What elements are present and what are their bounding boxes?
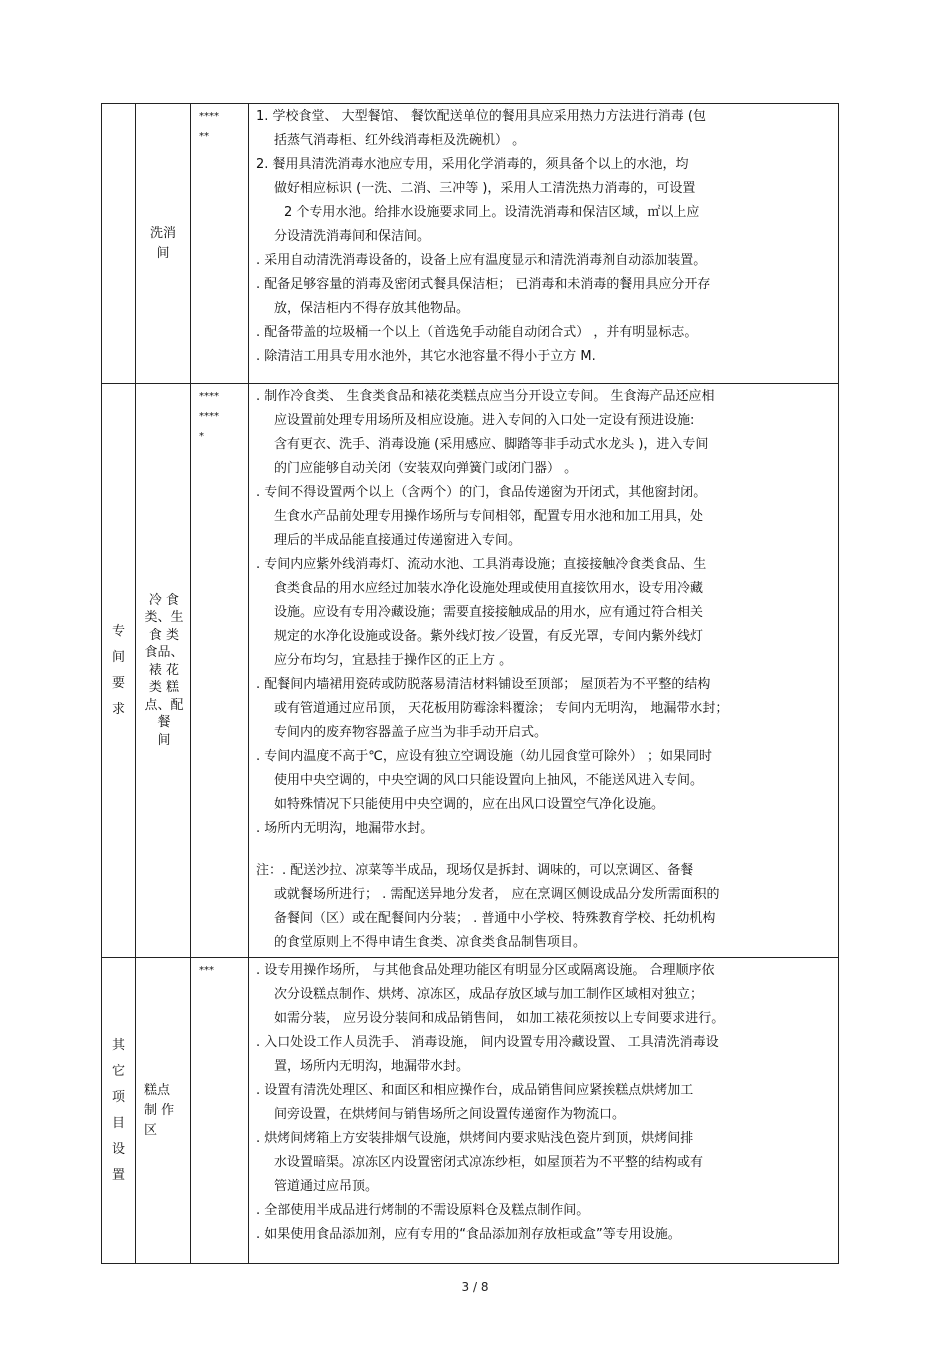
requirement-line: 应设置前处理专用场所及相应设施。进入专间的入口处一定设有预进设施: <box>274 413 695 428</box>
note-line: 备餐间（区）或在配餐间内分装； . 普通中小学校、特殊教育学校、托幼机构 <box>274 911 716 926</box>
table-row-wash <box>102 104 839 384</box>
table-row-special <box>102 384 839 958</box>
page-number: 3 / 8 <box>461 1280 489 1294</box>
star-rating: *** <box>199 965 214 976</box>
requirement-line: 分设清洗消毒间和保洁间。 <box>274 229 431 244</box>
subcategory-line: 裱 花 <box>148 662 180 678</box>
subcategory-line: 糕点 <box>144 1082 171 1098</box>
requirement-line: 次分设糕点制作、烘烤、凉冻区，成品存放区域与加工制作区域相对独立； <box>274 987 704 1002</box>
requirement-line: 或有管道通过应吊顶， 天花板用防霉涂料覆涂； 专间内无明沟， 地漏带水封； <box>274 701 729 716</box>
category-char: 专 <box>111 623 125 639</box>
category-char: 间 <box>111 649 125 665</box>
subcategory-line: 区 <box>144 1122 158 1138</box>
requirement-line: 2. 餐用具清洗消毒水池应专用，采用化学消毒的，须具备个以上的水池，均 <box>256 157 689 172</box>
requirement-line: . 制作冷食类、 生食类食品和裱花类糕点应当分开设立专间。 生食海产品还应相 <box>256 389 715 404</box>
requirement-line: 1. 学校食堂、 大型餐馆、 餐饮配送单位的餐用具应采用热力方法进行消毒 (包 <box>256 109 707 124</box>
subcategory-line: 食 类 <box>148 627 180 643</box>
subcategory-label <box>136 592 190 750</box>
requirement-line: . 配餐间内墙裙用瓷砖或防脱落易清洁材料铺设至顶部； 屋顶若为不平整的结构 <box>256 677 711 692</box>
requirement-line: . 采用自动清洗消毒设备的，设备上应有温度显示和清洗消毒剂自动添加装置。 <box>256 253 707 268</box>
requirement-line: 如需分装， 应另设分装间和成品销售间， 如加工裱花须按以上专间要求进行。 <box>274 1011 725 1026</box>
category-char: 求 <box>111 701 125 717</box>
requirement-line: 如特殊情况下只能使用中央空调的，应在出风口设置空气净化设施。 <box>274 797 665 812</box>
requirement-line: 食类食品的用水应经过加装水净化设施处理或使用直接饮用水，设专用冷藏 <box>274 581 704 596</box>
category-cell-special <box>102 384 136 958</box>
subcategory-line: 间 <box>157 732 171 748</box>
subcategory-line: 点、配 <box>144 697 184 713</box>
requirement-line: 管道通过应吊顶。 <box>274 1179 379 1194</box>
subcategory-line: 制 作 <box>144 1102 175 1118</box>
category-cell-empty <box>102 104 136 384</box>
category-char: 项 <box>111 1089 125 1105</box>
subcategory-cell-other <box>136 958 191 1264</box>
requirement-line: . 如果使用食品添加剂，应有专用的“食品添加剂存放柜或盒”等专用设施。 <box>256 1227 681 1242</box>
requirement-line: 理后的半成品能直接通过传递窗进入专间。 <box>274 533 522 548</box>
requirement-line: . 除清洁工用具专用水池外，其它水池容量不得小于立方 M. <box>256 349 596 364</box>
note-line: 注：. 配送沙拉、凉菜等半成品，现场仅是拆封、调味的，可以烹调区、备餐 <box>256 863 694 878</box>
requirement-line: 放，保洁柜内不得存放其他物品。 <box>274 301 470 316</box>
category-cell-other <box>102 958 136 1264</box>
requirements-cell-other <box>249 958 839 1264</box>
requirement-line: 做好相应标识 (一洗、二消、三冲等 )，采用人工清洗热力消毒的，可设置 <box>274 181 696 196</box>
requirement-line: . 设专用操作场所， 与其他食品处理功能区有明显分区或隔离设施。 合理顺序依 <box>256 963 715 978</box>
subcategory-line: 洗消 <box>149 225 176 241</box>
requirement-line: 规定的水净化设施或设备。紫外线灯按／设置，有反光罩，专间内紫外线灯 <box>274 629 704 644</box>
requirement-line: 的门应能够自动关闭（安装双向弹簧门或闭门器） 。 <box>274 461 578 476</box>
subcategory-line: 类 糕 <box>148 680 180 696</box>
requirement-line: 生食水产品前处理专用操作场所与专间相邻，配置专用水池和加工用具，处 <box>274 509 704 524</box>
requirement-line: . 烘烤间烤箱上方安装排烟气设施，烘烤间内要求贴浅色瓷片到顶，烘烤间排 <box>256 1131 694 1146</box>
subcategory-line: 餐 <box>157 715 171 731</box>
subcategory-line: 冷 食 <box>148 592 180 608</box>
requirement-line: 专间内的废弃物容器盖子应当为非手动开启式。 <box>274 725 548 740</box>
note-line: 或就餐场所进行； . 需配送异地分发者， 应在烹调区侧设成品分发所需面积的 <box>274 887 720 902</box>
note-line: 的食堂原则上不得申请生食类、凉食类食品制售项目。 <box>274 935 587 950</box>
stars-cell-other <box>191 958 249 1264</box>
subcategory-label <box>136 1081 190 1141</box>
requirements-cell-special <box>249 384 839 958</box>
subcategory-line: 食品、 <box>144 645 184 661</box>
category-char: 设 <box>111 1141 125 1157</box>
requirement-line: . 入口处设工作人员洗手、 消毒设施， 间内设置专用冷藏设置、 工具清洗消毒设 <box>256 1035 719 1050</box>
requirement-line: 应分布均匀，宜悬挂于操作区的正上方 。 <box>274 653 513 668</box>
requirement-line: 2 个专用水池。给排水设施要求同上。设清洗消毒和保洁区域，㎡以上应 <box>284 205 700 220</box>
requirement-line: 水设置暗渠。凉冻区内设置密闭式凉冻纱柜，如屋顶若为不平整的结构或有 <box>274 1155 704 1170</box>
star-rating: **** <box>199 411 219 422</box>
stars-cell-wash <box>191 104 249 384</box>
requirement-line: . 场所内无明沟，地漏带水封。 <box>256 821 434 836</box>
requirement-line: 间旁设置，在烘烤间与销售场所之间设置传递窗作为物流口。 <box>274 1107 626 1122</box>
subcategory-line: 类、生 <box>144 610 184 626</box>
category-char: 要 <box>111 675 125 691</box>
requirement-line: . 全部使用半成品进行烤制的不需设原料仓及糕点制作间。 <box>256 1203 590 1218</box>
requirements-cell-wash <box>249 104 839 384</box>
star-rating: * <box>199 431 204 442</box>
star-rating: **** <box>199 391 219 402</box>
star-rating: ** <box>199 131 209 142</box>
spacer <box>256 841 838 859</box>
subcategory-cell-wash <box>136 104 191 384</box>
star-rating: **** <box>199 111 219 122</box>
subcategory-label <box>136 224 190 264</box>
subcategory-line: 间 <box>156 245 170 261</box>
category-char: 置 <box>111 1167 125 1183</box>
stars-cell-special <box>191 384 249 958</box>
category-char: 其 <box>111 1037 125 1053</box>
category-char: 它 <box>111 1063 125 1079</box>
requirement-line: . 专间内应紫外线消毒灯、流动水池、工具消毒设施；直接接触冷食类食品、生 <box>256 557 707 572</box>
requirement-line: . 专间内温度不高于℃，应设有独立空调设施（幼儿园食堂可除外） ；如果同时 <box>256 749 712 764</box>
requirement-line: 置，场所内无明沟，地漏带水封。 <box>274 1059 470 1074</box>
table-row-other <box>102 958 839 1264</box>
requirement-line: 使用中央空调的，中央空调的风口只能设置向上抽风，不能送风进入专间。 <box>274 773 704 788</box>
category-char: 目 <box>111 1115 125 1131</box>
requirement-line: . 配备带盖的垃圾桶一个以上（首选免手动能自动闭合式） ，并有明显标志。 <box>256 325 698 340</box>
requirement-line: . 配备足够容量的消毒及密闭式餐具保洁柜； 已消毒和未消毒的餐用具应分开存 <box>256 277 711 292</box>
requirement-line: 括蒸气消毒柜、红外线消毒柜及洗碗机） 。 <box>274 133 526 148</box>
requirement-line: . 专间不得设置两个以上（含两个）的门，食品传递窗为开闭式，其他窗封闭。 <box>256 485 707 500</box>
subcategory-cell-special <box>136 384 191 958</box>
requirement-line: . 设置有清洗处理区、和面区和相应操作台，成品销售间应紧挨糕点烘烤加工 <box>256 1083 694 1098</box>
requirement-line: 含有更衣、洗手、消毒设施 (采用感应、脚踏等非手动式水龙头 )，进入专间 <box>274 437 709 452</box>
requirements-table <box>101 103 839 1264</box>
requirement-line: 设施。应设有专用冷藏设施；需要直接接触成品的用水，应有通过符合相关 <box>274 605 704 620</box>
